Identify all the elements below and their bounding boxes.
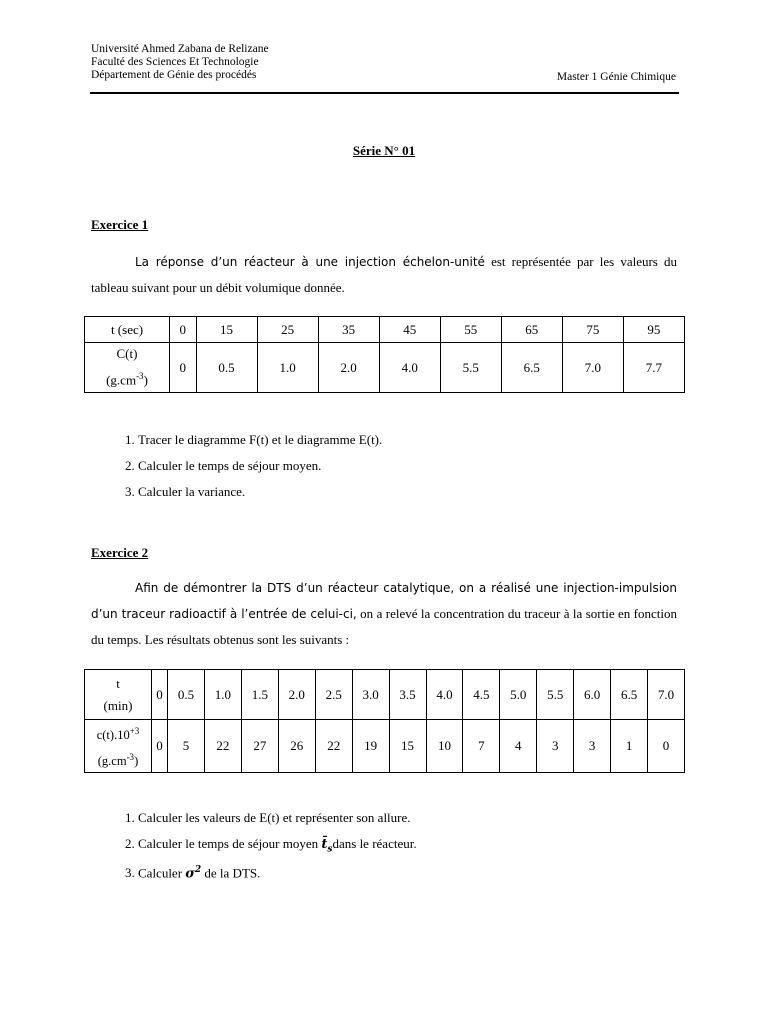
list-item: 1. Tracer le diagramme F(t) et le diagramme E(t). xyxy=(138,427,698,453)
question-3-text-a: Calculer xyxy=(138,865,186,881)
header-program: Master 1 Génie Chimique xyxy=(556,71,676,83)
table-cell: 5.5 xyxy=(537,670,574,720)
table-cell: 4.0 xyxy=(426,670,463,720)
list-item: 1. Calculer les valeurs de E(t) et représenter son allure. xyxy=(138,805,698,831)
row-header-unit-exponent: -3 xyxy=(126,752,135,763)
exercise-2-statement xyxy=(91,575,677,653)
table-row xyxy=(85,720,685,773)
exercise-1-heading: Exercice 1 xyxy=(91,217,149,232)
table-cell: 25 xyxy=(257,317,318,343)
row-header-label: c(t).10 xyxy=(96,728,130,743)
table-cell: 3 xyxy=(537,720,574,773)
table-cell: 55 xyxy=(440,317,501,343)
header-faculty: Faculté des Sciences Et Technologie xyxy=(91,56,259,68)
table-cell: 1.0 xyxy=(204,670,241,720)
mean-residence-time-symbol: t̄ xyxy=(321,837,328,852)
table-row xyxy=(85,317,685,343)
exercise-1-text-a: La réponse d’un réacteur à une injection échelon-unité xyxy=(135,255,485,269)
table-row xyxy=(85,343,685,393)
exercise-2-questions xyxy=(91,805,698,883)
row-header-unit: (g.cm xyxy=(106,372,137,388)
row-header-time xyxy=(85,670,152,720)
table-cell: 0 xyxy=(648,720,685,773)
exercise-2-text-a: Afin de démontrer la DTS d’un réacteur catalytique, on a réalisé une injection-impulsion d’un traceur radioactif à l’entrée de celui-ci, xyxy=(91,581,677,621)
row-header-unit-close: ) xyxy=(143,372,148,388)
table-cell: 6.5 xyxy=(501,343,562,393)
exercise-2-heading: Exercice 2 xyxy=(91,545,149,560)
variance-exponent: 2 xyxy=(194,865,202,875)
header-university: Université Ahmed Zabana de Relizane xyxy=(91,43,269,55)
table-cell: 1 xyxy=(611,720,648,773)
mean-residence-time-subscript: s xyxy=(327,844,333,855)
table-cell: 1.5 xyxy=(241,670,278,720)
table-cell: 5 xyxy=(168,720,205,773)
row-header-time: t (sec) xyxy=(85,317,170,343)
table-cell: 3 xyxy=(574,720,611,773)
table-cell: 22 xyxy=(204,720,241,773)
table-cell: 65 xyxy=(501,317,562,343)
table-cell: 2.0 xyxy=(278,670,315,720)
table-cell: 2.0 xyxy=(318,343,379,393)
table-cell: 15 xyxy=(389,720,426,773)
exercise-2-table xyxy=(84,669,685,773)
table-cell: 5.5 xyxy=(440,343,501,393)
table-cell: 15 xyxy=(196,317,257,343)
table-cell: 7.0 xyxy=(648,670,685,720)
table-cell: 7 xyxy=(463,720,500,773)
question-3-text-b: de la DTS. xyxy=(201,865,261,881)
exercise-1-text-b: est représentée par les valeurs du tableau suivant pour un débit volumique donnée. xyxy=(91,254,678,295)
exercise-1-statement xyxy=(91,249,677,301)
table-cell: 4.5 xyxy=(463,670,500,720)
question-2-text-b: dans le réacteur. xyxy=(332,836,417,851)
header-department: Département de Génie des procédés xyxy=(91,69,257,81)
row-header-unit-close: ) xyxy=(134,754,139,769)
table-cell: 0.5 xyxy=(168,670,205,720)
table-cell: 0 xyxy=(170,317,197,343)
row-header-label: t xyxy=(116,675,120,691)
row-header-unit: (g.cm xyxy=(97,754,127,769)
row-header-exponent: +3 xyxy=(129,726,140,736)
exercise-1-table xyxy=(84,316,685,393)
table-cell: 7.0 xyxy=(562,343,623,393)
institution-header xyxy=(91,43,269,82)
list-item: 2. Calculer le temps de séjour moyen. xyxy=(138,453,698,479)
table-cell: 45 xyxy=(379,317,440,343)
question-2-text-a: Calculer le temps de séjour moyen xyxy=(138,836,322,851)
table-cell: 19 xyxy=(352,720,389,773)
table-cell: 0 xyxy=(170,343,197,393)
table-cell: 0 xyxy=(152,670,168,720)
variance-symbol: σ xyxy=(185,866,195,882)
row-header-concentration xyxy=(85,343,170,393)
exercise-2-text-b: on a relevé la concentration du traceur à la sortie en fonction du temps. Les résultats obtenus sont les suivants : xyxy=(91,606,677,647)
page-title: Série N° 01 xyxy=(352,143,416,158)
table-cell: 35 xyxy=(318,317,379,343)
list-item: 3. Calculer la variance. xyxy=(138,479,698,505)
table-cell: 26 xyxy=(278,720,315,773)
table-cell: 7.7 xyxy=(623,343,684,393)
table-cell: 1.0 xyxy=(257,343,318,393)
table-cell: 3.0 xyxy=(352,670,389,720)
table-cell: 6.5 xyxy=(611,670,648,720)
table-cell: 27 xyxy=(241,720,278,773)
row-header-concentration xyxy=(85,720,152,773)
table-cell: 2.5 xyxy=(315,670,352,720)
row-header-exponent: -3 xyxy=(136,371,144,382)
table-cell: 95 xyxy=(623,317,684,343)
table-cell: 4 xyxy=(500,720,537,773)
row-header-unit: (min) xyxy=(103,697,133,713)
table-cell: 75 xyxy=(562,317,623,343)
list-item xyxy=(138,831,698,857)
table-cell: 0 xyxy=(152,720,168,773)
table-cell: 22 xyxy=(315,720,352,773)
table-cell: 3.5 xyxy=(389,670,426,720)
table-cell: 6.0 xyxy=(574,670,611,720)
table-cell: 5.0 xyxy=(500,670,537,720)
table-cell: 4.0 xyxy=(379,343,440,393)
table-cell: 10 xyxy=(426,720,463,773)
table-row xyxy=(85,670,685,720)
table-cell: 0.5 xyxy=(196,343,257,393)
header-rule xyxy=(90,92,679,94)
row-header-label: C(t) xyxy=(116,346,138,362)
list-item xyxy=(138,857,698,883)
exercise-1-questions xyxy=(91,427,698,505)
